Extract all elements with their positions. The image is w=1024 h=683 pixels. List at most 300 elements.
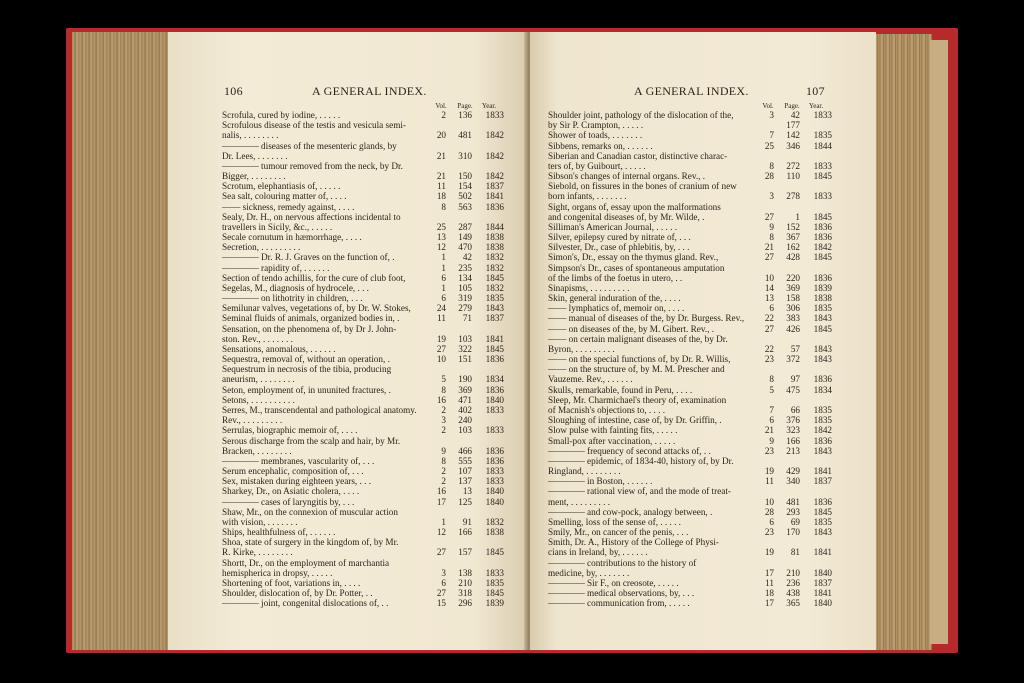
entry-text: Serrulas, biographic memoir of, . . . .	[222, 425, 358, 436]
index-entry	[222, 222, 504, 232]
entry-volume: 8	[769, 232, 774, 243]
entry-year: 1840	[813, 567, 832, 578]
entry-year: 1841	[813, 588, 832, 599]
entry-year: 1842	[485, 150, 504, 161]
entry-page: 42	[462, 252, 472, 263]
entry-text: Ships, healthfulness of, . . . . . .	[222, 527, 336, 538]
index-entry	[548, 405, 830, 415]
entry-volume: 10	[764, 272, 774, 283]
entry-page: 154	[458, 181, 472, 192]
entry-year: 1833	[813, 160, 832, 171]
right-page-number: 107	[806, 84, 825, 98]
entry-year: 1832	[485, 252, 504, 263]
entry-year: 1845	[813, 252, 832, 263]
index-entry	[222, 374, 504, 384]
entry-page: 66	[790, 404, 800, 415]
entry-year: 1835	[813, 415, 832, 426]
index-entry	[548, 436, 830, 446]
index-entry	[222, 130, 504, 140]
index-entry	[548, 222, 830, 232]
entry-volume: 3	[441, 415, 446, 426]
entry-page: 402	[458, 404, 472, 415]
entry-year: 1839	[813, 282, 832, 293]
entry-page: 71	[462, 313, 472, 324]
index-entry	[222, 313, 504, 323]
entry-page: 426	[786, 323, 800, 334]
entry-text: Vauzeme. Rev., . . . . . .	[548, 374, 633, 385]
entry-volume: 8	[441, 455, 446, 466]
entry-text: Bigger, . . . . . . . .	[222, 171, 286, 182]
entry-volume: 27	[436, 547, 446, 558]
entry-volume: 8	[441, 384, 446, 395]
entry-text: Sloughing of intestine, case of, by Dr. Griffin, .	[548, 415, 722, 426]
index-entry	[222, 364, 504, 374]
entry-year: 1845	[813, 506, 832, 517]
entry-volume: 21	[436, 150, 446, 161]
index-entry	[222, 547, 504, 557]
entry-volume: 27	[436, 343, 446, 354]
entry-text: Sleep, Mr. Charmichael's theory of, examination	[548, 394, 727, 405]
entry-page: 134	[458, 272, 472, 283]
entry-year: 1835	[813, 404, 832, 415]
entry-text: ———— cases of laryngitis by, . . .	[222, 496, 355, 507]
col-year-heading: Year.	[481, 102, 497, 110]
entry-text: Smith, Dr. A., History of the College of Physi-	[548, 537, 719, 548]
entry-year: 1844	[485, 221, 504, 232]
index-entry	[548, 181, 830, 191]
entry-volume: 11	[437, 181, 446, 192]
index-entry	[548, 151, 830, 161]
entry-text: Slow pulse with fainting fits, . . . . .	[548, 425, 678, 436]
index-entry	[548, 263, 830, 273]
entry-year: 1842	[485, 130, 504, 141]
index-entry	[548, 242, 830, 252]
col-page-heading: Page.	[457, 102, 473, 110]
entry-year: 1836	[485, 455, 504, 466]
entry-text: Secretion, . . . . . . . . .	[222, 242, 301, 253]
entry-text: Seton, employment of, in ununited fractures, .	[222, 384, 391, 395]
index-entry	[548, 486, 830, 496]
index-entry	[548, 303, 830, 313]
entry-year: 1842	[813, 242, 832, 253]
entry-text: with vision, . . . . . . .	[222, 516, 298, 527]
entry-text: ———— contributions to the history of	[548, 557, 697, 568]
entry-text: hemispherica in dropsy, . . . . .	[222, 567, 333, 578]
entry-volume: 27	[764, 323, 774, 334]
entry-text: ———— communication from, . . . . .	[548, 598, 690, 609]
entry-page: 110	[786, 171, 800, 182]
entry-page: 429	[786, 466, 800, 477]
entry-volume: 2	[441, 476, 446, 487]
entry-volume: 10	[436, 354, 446, 365]
index-entry	[548, 446, 830, 456]
entry-volume: 9	[769, 435, 774, 446]
entry-page: 466	[458, 445, 472, 456]
entry-year: 1837	[485, 313, 504, 324]
entry-volume: 6	[769, 516, 774, 527]
entry-text: ———— rational view of, and the mode of treat-	[548, 486, 731, 497]
entry-page: 210	[458, 577, 472, 588]
entry-volume: 17	[436, 496, 446, 507]
entry-year: 1845	[813, 171, 832, 182]
entry-text: born infants, . . . . . . .	[548, 191, 627, 202]
index-entry	[222, 598, 504, 608]
index-entry	[222, 578, 504, 588]
entry-text: and congenital diseases of, by Mr. Wilde, .	[548, 211, 705, 222]
entry-text: Simpson's Dr., cases of spontaneous amputation	[548, 262, 725, 273]
index-entry	[222, 476, 504, 486]
entry-text: Secale cornutum in hæmorrhage, . . . .	[222, 232, 362, 243]
index-entry	[222, 181, 504, 191]
col-vol-heading: Vol.	[435, 102, 447, 110]
entry-year: 1833	[485, 466, 504, 477]
entry-page: 103	[458, 425, 472, 436]
entry-page: 318	[458, 588, 472, 599]
entry-volume: 8	[769, 160, 774, 171]
entry-year: 1841	[485, 333, 504, 344]
entry-text: Siebold, on fissures in the bones of cranium of new	[548, 181, 737, 192]
entry-year: 1841	[485, 191, 504, 202]
index-entry	[222, 446, 504, 456]
entry-text: Dr. Lees, . . . . . . .	[222, 150, 288, 161]
index-entry	[222, 110, 504, 120]
entry-text: Sealy, Dr. H., on nervous affections incidental to	[222, 211, 401, 222]
entry-page: 81	[790, 547, 800, 558]
entry-volume: 8	[769, 374, 774, 385]
entry-text: ———— joint, congenital dislocations of, . .	[222, 598, 389, 609]
index-entry	[548, 374, 830, 384]
entry-volume: 6	[441, 293, 446, 304]
entry-volume: 12	[436, 527, 446, 538]
entry-page: 475	[786, 384, 800, 395]
entry-volume: 3	[769, 191, 774, 202]
entry-volume: 13	[764, 293, 774, 304]
entry-page: 157	[458, 547, 472, 558]
left-page-number: 106	[224, 84, 243, 98]
index-entry	[548, 517, 830, 527]
entry-year: 1844	[813, 140, 832, 151]
entry-text: Sea salt, colouring matter of, . . . .	[222, 191, 347, 202]
index-entry	[222, 507, 504, 517]
entry-page: 137	[458, 476, 472, 487]
entry-year: 1837	[813, 476, 832, 487]
index-entry	[222, 263, 504, 273]
entry-year: 1832	[485, 516, 504, 527]
entry-volume: 23	[764, 445, 774, 456]
entry-volume: 19	[764, 466, 774, 477]
entry-page: 563	[458, 201, 472, 212]
entry-year: 1838	[813, 293, 832, 304]
entry-text: Section of tendo achillis, for the cure of club foot,	[222, 272, 406, 283]
entry-text: Shaw, Mr., on the connexion of muscular action	[222, 506, 398, 517]
entry-volume: 21	[436, 171, 446, 182]
entry-page: 91	[462, 516, 472, 527]
entry-text: Scrotum, elephantiasis of, . . . . .	[222, 181, 341, 192]
entry-volume: 15	[436, 598, 446, 609]
index-entry	[222, 415, 504, 425]
entry-volume: 27	[764, 211, 774, 222]
index-entry	[222, 273, 504, 283]
entry-text: Sequestrum in necrosis of the tibia, producing	[222, 364, 392, 375]
entry-page: 97	[790, 374, 800, 385]
entry-text: ———— membranes, vascularity of, . . .	[222, 455, 375, 466]
entry-page: 293	[786, 506, 800, 517]
entry-year: 1833	[485, 425, 504, 436]
entry-text: Sensation, on the phenomena of, by Dr J. John-	[222, 323, 397, 334]
entry-text: —— on certain malignant diseases of the, by Dr.	[548, 333, 728, 344]
entry-page: 278	[786, 191, 800, 202]
entry-text: Byron, . . . . . . . . .	[548, 343, 615, 354]
entry-text: —— on the structure of, by M. M. Prescher and	[548, 364, 725, 375]
entry-volume: 25	[436, 221, 446, 232]
entry-text: Shortening of foot, variations in, . . . .	[222, 577, 361, 588]
entry-volume: 10	[764, 496, 774, 507]
entry-page: 365	[786, 598, 800, 609]
index-entry	[222, 232, 504, 242]
entry-page: 150	[458, 171, 472, 182]
entry-text: ———— Sir F., on creosote, . . . . .	[548, 577, 679, 588]
entry-volume: 24	[436, 303, 446, 314]
index-entry	[548, 344, 830, 354]
entry-page: 42	[790, 110, 800, 120]
entry-volume: 21	[764, 425, 774, 436]
index-entry	[548, 202, 830, 212]
index-entry	[222, 324, 504, 334]
index-entry	[222, 202, 504, 212]
entry-text: Serres, M., transcendental and pathological anatomy.	[222, 404, 417, 415]
entry-page: 279	[458, 303, 472, 314]
entry-year: 1836	[813, 496, 832, 507]
index-entry	[548, 497, 830, 507]
entry-page: 369	[786, 282, 800, 293]
entry-page: 107	[458, 466, 472, 477]
entry-year: 1835	[813, 303, 832, 314]
index-entry	[548, 130, 830, 140]
entry-volume: 27	[436, 588, 446, 599]
entry-text: Smelling, loss of the sense of, . . . . .	[548, 516, 681, 527]
entry-volume: 6	[769, 415, 774, 426]
index-entry	[548, 141, 830, 151]
entry-text: of the limbs of the foetus in utero, . .	[548, 272, 683, 283]
entry-year: 1835	[813, 130, 832, 141]
entry-text: Ringland, . . . . . . . .	[548, 466, 621, 477]
entry-volume: 16	[436, 486, 446, 497]
index-entry	[548, 537, 830, 547]
right-page	[530, 32, 876, 650]
entry-text: travellers in Sicily, &c., . . . . .	[222, 221, 333, 232]
entry-year: 1843	[813, 343, 832, 354]
entry-text: ston. Rev., . . . . . . .	[222, 333, 293, 344]
entry-year: 1835	[813, 516, 832, 527]
right-index-entries	[548, 110, 830, 608]
entry-page: 177	[786, 120, 800, 131]
index-entry	[222, 212, 504, 222]
left-index-entries	[222, 110, 504, 608]
entry-year: 1840	[485, 486, 504, 497]
entry-text: ———— on lithotrity in children, . . .	[222, 293, 363, 304]
index-entry	[548, 252, 830, 262]
entry-volume: 2	[441, 110, 446, 120]
right-running-title: A GENERAL INDEX.	[634, 84, 749, 98]
entry-page: 103	[458, 333, 472, 344]
entry-text: nalis, . . . . . . . .	[222, 130, 279, 141]
entry-volume: 13	[436, 232, 446, 243]
page-edges-right-outer	[930, 40, 948, 644]
entry-page: 296	[458, 598, 472, 609]
entry-volume: 2	[441, 404, 446, 415]
entry-page: 240	[458, 415, 472, 426]
entry-page: 158	[786, 293, 800, 304]
entry-volume: 12	[436, 242, 446, 253]
entry-text: Serous discharge from the scalp and hair, by Mr.	[222, 435, 401, 446]
col-year-heading: Year.	[808, 102, 824, 110]
entry-year: 1837	[485, 181, 504, 192]
entry-year: 1843	[813, 354, 832, 365]
entry-text: ———— frequency of second attacks of, . .	[548, 445, 711, 456]
entry-volume: 17	[764, 598, 774, 609]
index-entry	[548, 547, 830, 557]
entry-text: Sensations, anomalous, . . . . . .	[222, 343, 336, 354]
index-entry	[222, 354, 504, 364]
entry-page: 383	[786, 313, 800, 324]
index-entry	[222, 120, 504, 130]
entry-page: 162	[786, 242, 800, 253]
entry-page: 367	[786, 232, 800, 243]
entry-text: Sex, mistaken during eighteen years, . . .	[222, 476, 372, 487]
entry-text: ———— and cow-pock, analogy between, .	[548, 506, 713, 517]
entry-page: 376	[786, 415, 800, 426]
index-entry	[548, 212, 830, 222]
entry-volume: 1	[441, 516, 446, 527]
entry-page: 323	[786, 425, 800, 436]
entry-text: Seminal fluids of animals, organized bodies in, .	[222, 313, 400, 324]
index-entry	[222, 405, 504, 415]
entry-page: 340	[786, 476, 800, 487]
index-entry	[222, 171, 504, 181]
entry-year: 1836	[485, 445, 504, 456]
entry-text: ———— epidemic, of 1834-40, history of, by Dr.	[548, 455, 734, 466]
index-entry	[548, 456, 830, 466]
index-entry	[222, 527, 504, 537]
index-entry	[548, 232, 830, 242]
entry-text: Smily, Mr., on cancer of the penis, . . .	[548, 527, 689, 538]
entry-page: 13	[462, 486, 472, 497]
entry-volume: 6	[441, 577, 446, 588]
index-entry	[222, 385, 504, 395]
index-entry	[548, 476, 830, 486]
entry-text: medicine, by, . . . . . . .	[548, 567, 630, 578]
entry-year: 1836	[485, 201, 504, 212]
entry-year: 1838	[485, 232, 504, 243]
entry-volume: 9	[441, 445, 446, 456]
entry-year: 1838	[485, 242, 504, 253]
entry-year: 1845	[485, 272, 504, 283]
index-entry	[548, 293, 830, 303]
entry-text: Shoulder joint, pathology of the dislocation of the,	[548, 110, 734, 120]
entry-page: 151	[458, 354, 472, 365]
entry-text: —— sickness, remedy against, . . . .	[222, 201, 355, 212]
entry-volume: 17	[764, 567, 774, 578]
entry-year: 1836	[813, 221, 832, 232]
entry-page: 306	[786, 303, 800, 314]
index-entry	[548, 171, 830, 181]
entry-text: Siberian and Canadian castor, distinctive charac-	[548, 150, 728, 161]
entry-text: ———— medical observations, by, . . .	[548, 588, 695, 599]
entry-volume: 7	[769, 130, 774, 141]
entry-volume: 25	[764, 140, 774, 151]
entry-year: 1840	[813, 598, 832, 609]
entry-year: 1845	[813, 323, 832, 334]
page-edges-right	[872, 34, 932, 650]
entry-year: 1838	[485, 527, 504, 538]
entry-page: 125	[458, 496, 472, 507]
index-entry	[548, 558, 830, 568]
entry-volume: 1	[441, 252, 446, 263]
index-entry	[222, 537, 504, 547]
entry-text: Sight, organs of, essay upon the malformations	[548, 201, 721, 212]
entry-year: 1833	[485, 404, 504, 415]
index-entry	[222, 141, 504, 151]
entry-text: cians in Ireland, by, . . . . . .	[548, 547, 648, 558]
entry-volume: 23	[764, 354, 774, 365]
entry-page: 213	[786, 445, 800, 456]
index-entry	[548, 588, 830, 598]
entry-page: 319	[458, 293, 472, 304]
entry-year: 1841	[813, 547, 832, 558]
entry-page: 142	[786, 130, 800, 141]
entry-text: Sharkey, Dr., on Asiatic cholera, . . . .	[222, 486, 360, 497]
entry-text: Sibbens, remarks on, . . . . . .	[548, 140, 653, 151]
entry-page: 372	[786, 354, 800, 365]
index-entry	[548, 313, 830, 323]
entry-text: Serum encephalic, composition of, . . .	[222, 466, 364, 477]
index-entry	[222, 486, 504, 496]
entry-year: 1843	[813, 445, 832, 456]
entry-text: ———— Dr. R. J. Graves on the function of, .	[222, 252, 395, 263]
entry-text: —— manual of diseases of the, by Dr. Burgess. Rev.,	[548, 313, 745, 324]
entry-page: 470	[458, 242, 472, 253]
entry-page: 287	[458, 221, 472, 232]
entry-year: 1845	[485, 547, 504, 558]
index-entry	[548, 415, 830, 425]
entry-year: 1840	[485, 394, 504, 405]
index-entry	[222, 283, 504, 293]
index-entry	[222, 303, 504, 313]
entry-volume: 19	[764, 547, 774, 558]
entry-year: 1835	[485, 293, 504, 304]
entry-year: 1832	[485, 262, 504, 273]
index-entry	[222, 497, 504, 507]
entry-year: 1833	[813, 191, 832, 202]
entry-text: ———— diseases of the mesenteric glands, by	[222, 140, 397, 151]
entry-page: 69	[790, 516, 800, 527]
entry-text: ———— in Boston, . . . . . .	[548, 476, 653, 487]
entry-text: Silver, epilepsy cured by nitrate of, . . .	[548, 232, 691, 243]
entry-text: of Macnish's objections to, . . . .	[548, 404, 665, 415]
entry-volume: 5	[769, 384, 774, 395]
entry-text: ———— tumour removed from the neck, by Dr.	[222, 160, 403, 171]
index-entry	[222, 425, 504, 435]
entry-year: 1836	[813, 232, 832, 243]
entry-page: 166	[458, 527, 472, 538]
index-entry	[222, 151, 504, 161]
entry-year: 1836	[485, 384, 504, 395]
entry-volume: 5	[441, 374, 446, 385]
entry-text: Rev., . . . . . . . . .	[222, 415, 283, 426]
entry-volume: 14	[764, 282, 774, 293]
index-entry	[548, 425, 830, 435]
entry-page: 438	[786, 588, 800, 599]
